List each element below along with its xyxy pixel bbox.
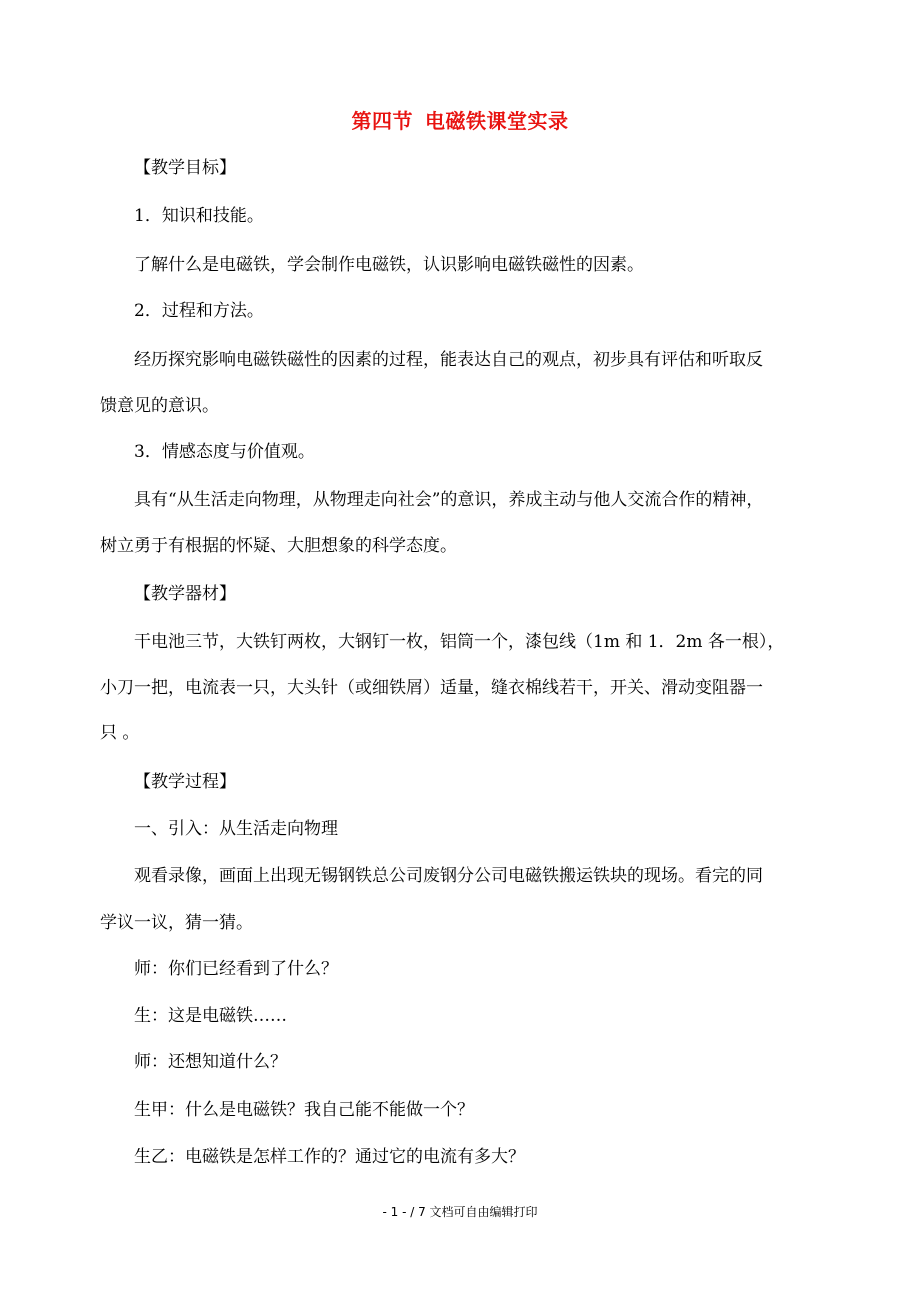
heading-teaching-objectives: 【教学目标】 [134,158,236,178]
equipment-text-line1: 干电池三节，大铁钉两枚，大钢钉一枚，铝筒一个，漆包线（1m 和 1．2m 各一根）， [134,632,785,652]
title-section: 第四节 [351,109,413,133]
section-1-heading: 一、引入：从生活走向物理 [134,819,338,839]
dialogue-line: 师：你们已经看到了什么？ [134,959,338,979]
heading-teaching-equipment: 【教学器材】 [134,584,236,604]
heading-teaching-process: 【教学过程】 [134,772,236,792]
equipment-text-line3: 只 。 [100,723,140,743]
equipment-text-line2: 小刀一把，电流表一只，大头针（或细铁屑）适量，缝衣棉线若干，开关、滑动变阻器一 [100,678,763,698]
objective-3-text-line1: 具有“从生活走向物理，从物理走向社会”的意识，养成主动与他人交流合作的精神， [134,490,764,510]
process-text-line2: 学议一议，猜一猜。 [100,913,253,933]
page-title [0,106,920,136]
process-text-line1: 观看录像，画面上出现无锡钢铁总公司废钢分公司电磁铁搬运铁块的现场。看完的同 [134,866,763,886]
dialogue-line: 生甲：什么是电磁铁？我自己能不能做一个？ [134,1100,474,1120]
title-subject: 电磁铁课堂实录 [425,109,569,133]
objective-1-text: 了解什么是电磁铁，学会制作电磁铁，认识影响电磁铁磁性的因素。 [134,255,644,275]
objective-2-text-line2: 馈意见的意识。 [100,396,219,416]
objective-3-text-line2: 树立勇于有根据的怀疑、大胆想象的科学态度。 [100,536,457,556]
objective-2-heading: 2．过程和方法。 [134,301,264,321]
dialogue-line: 生乙：电磁铁是怎样工作的？通过它的电流有多大？ [134,1147,525,1167]
dialogue-line: 生：这是电磁铁…… [134,1006,287,1026]
objective-3-heading: 3．情感态度与价值观。 [134,442,315,462]
dialogue-line: 师：还想知道什么？ [134,1052,287,1072]
objective-2-text-line1: 经历探究影响电磁铁磁性的因素的过程，能表达自己的观点，初步具有评估和听取反 [134,350,763,370]
objective-1-heading: 1．知识和技能。 [134,206,264,226]
page-footer: - 1 - / 7 文档可自由编辑打印 [382,1205,538,1219]
